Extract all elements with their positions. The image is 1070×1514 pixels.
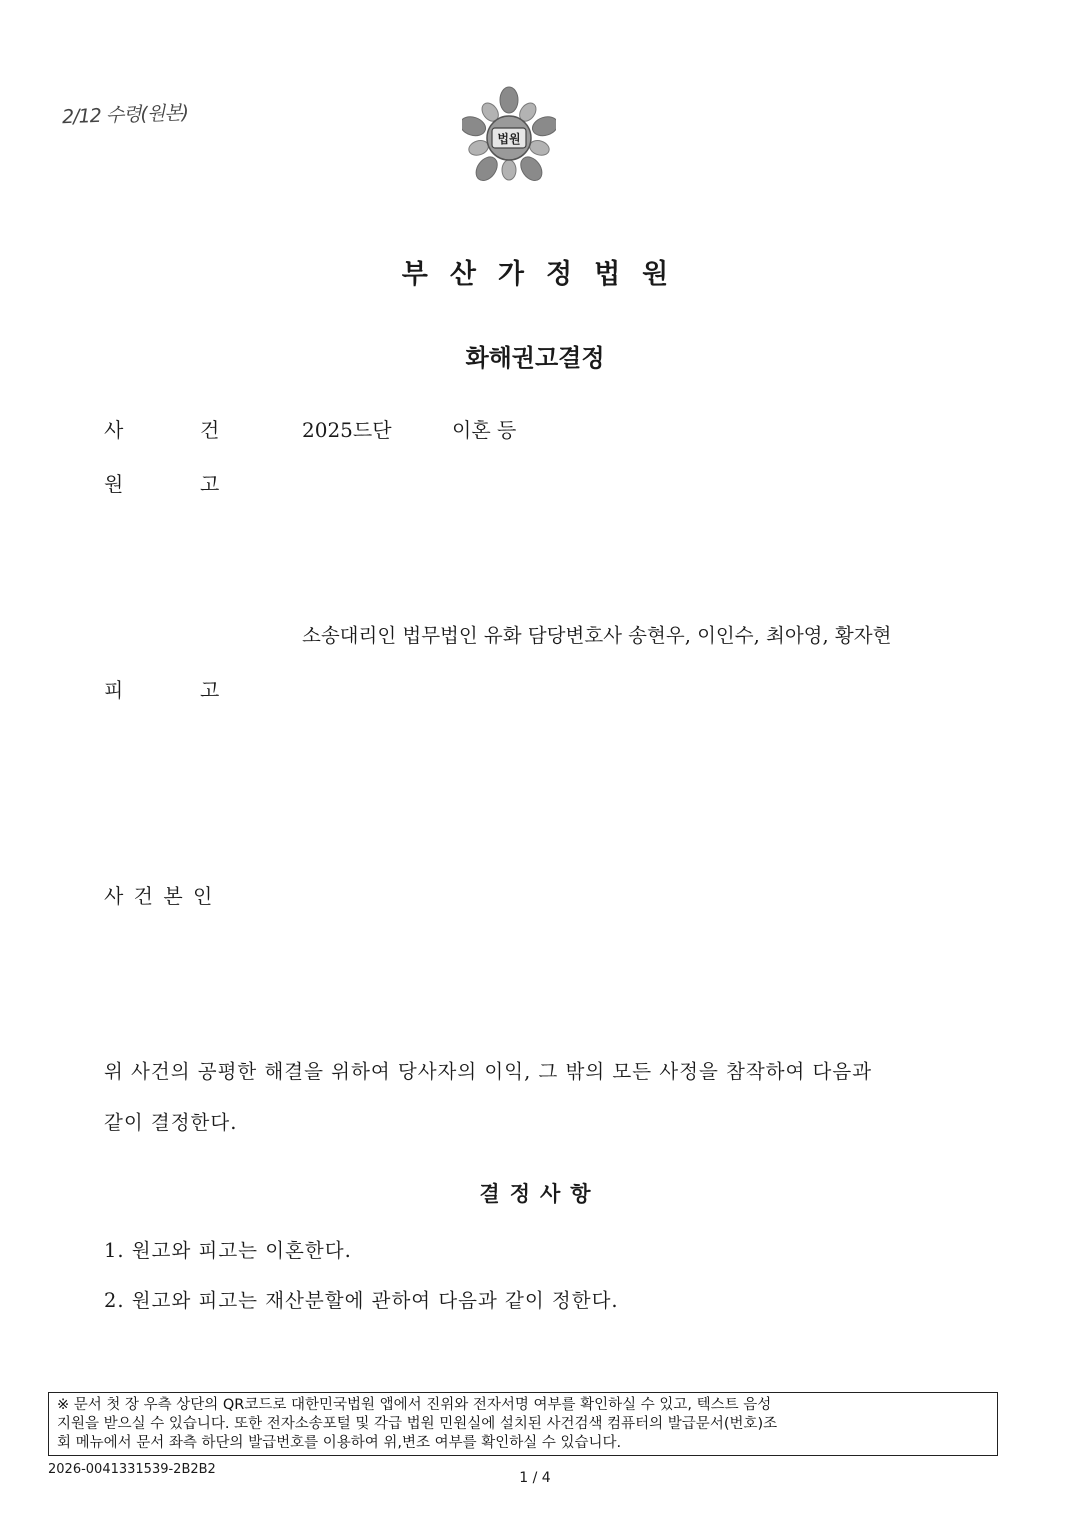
notice-line-1: ※ 문서 첫 장 우측 상단의 QR코드로 대한민국법원 앱에서 진위와 전자서명 여부를 확인하실 수 있고, 텍스트 음성 xyxy=(57,1397,772,1413)
case-number: 2025드단 xyxy=(302,418,392,442)
decision-title: 결정사항 xyxy=(479,1182,601,1206)
principal-label: 사 건 본 인 xyxy=(104,884,215,908)
case-name: 이혼 등 xyxy=(452,418,517,442)
case-label-second: 건 xyxy=(200,418,220,442)
decision-item-2: 2. 원고와 피고는 재산분할에 관하여 다음과 같이 정한다. xyxy=(104,1289,619,1312)
handwritten-note: 2/12 수령(원본) xyxy=(61,101,189,129)
issue-number: 2026-0041331539-2B2B2 xyxy=(48,1462,216,1477)
defendant-label-first: 피 xyxy=(104,678,124,702)
decision-item-1: 1. 원고와 피고는 이혼한다. xyxy=(104,1239,352,1262)
notice-line-2: 지원을 받으실 수 있습니다. 또한 전자소송포털 및 각급 법원 민원실에 설치된 사건검색 컴퓨터의 발급문서(번호)조 xyxy=(57,1416,778,1432)
court-emblem-graphic xyxy=(462,86,556,184)
page-number: 1 / 4 xyxy=(519,1470,551,1486)
notice-line-3: 회 메뉴에서 문서 좌측 하단의 발급번호를 이용하여 위,변조 여부를 확인하실 수 있습니다. xyxy=(57,1435,622,1451)
defendant-label-second: 고 xyxy=(200,678,220,702)
verification-notice xyxy=(48,1392,998,1456)
plaintiff-label-second: 고 xyxy=(200,472,220,496)
document-title: 화해권고결정 xyxy=(465,344,605,372)
intro-line-2: 같이 결정한다. xyxy=(104,1111,238,1134)
court-name: 부산가정법원 xyxy=(401,259,691,290)
case-label-first: 사 xyxy=(104,418,124,442)
emblem-text: 법원 xyxy=(497,132,521,146)
plaintiff-label-first: 원 xyxy=(104,472,124,496)
plaintiff-representative: 소송대리인 법무법인 유화 담당변호사 송현우, 이인수, 최아영, 황자현 xyxy=(302,624,892,647)
court-emblem-icon xyxy=(462,86,556,184)
intro-line-1: 위 사건의 공평한 해결을 위하여 당사자의 이익, 그 밖의 모든 사정을 참작하여 다음과 xyxy=(104,1060,873,1083)
